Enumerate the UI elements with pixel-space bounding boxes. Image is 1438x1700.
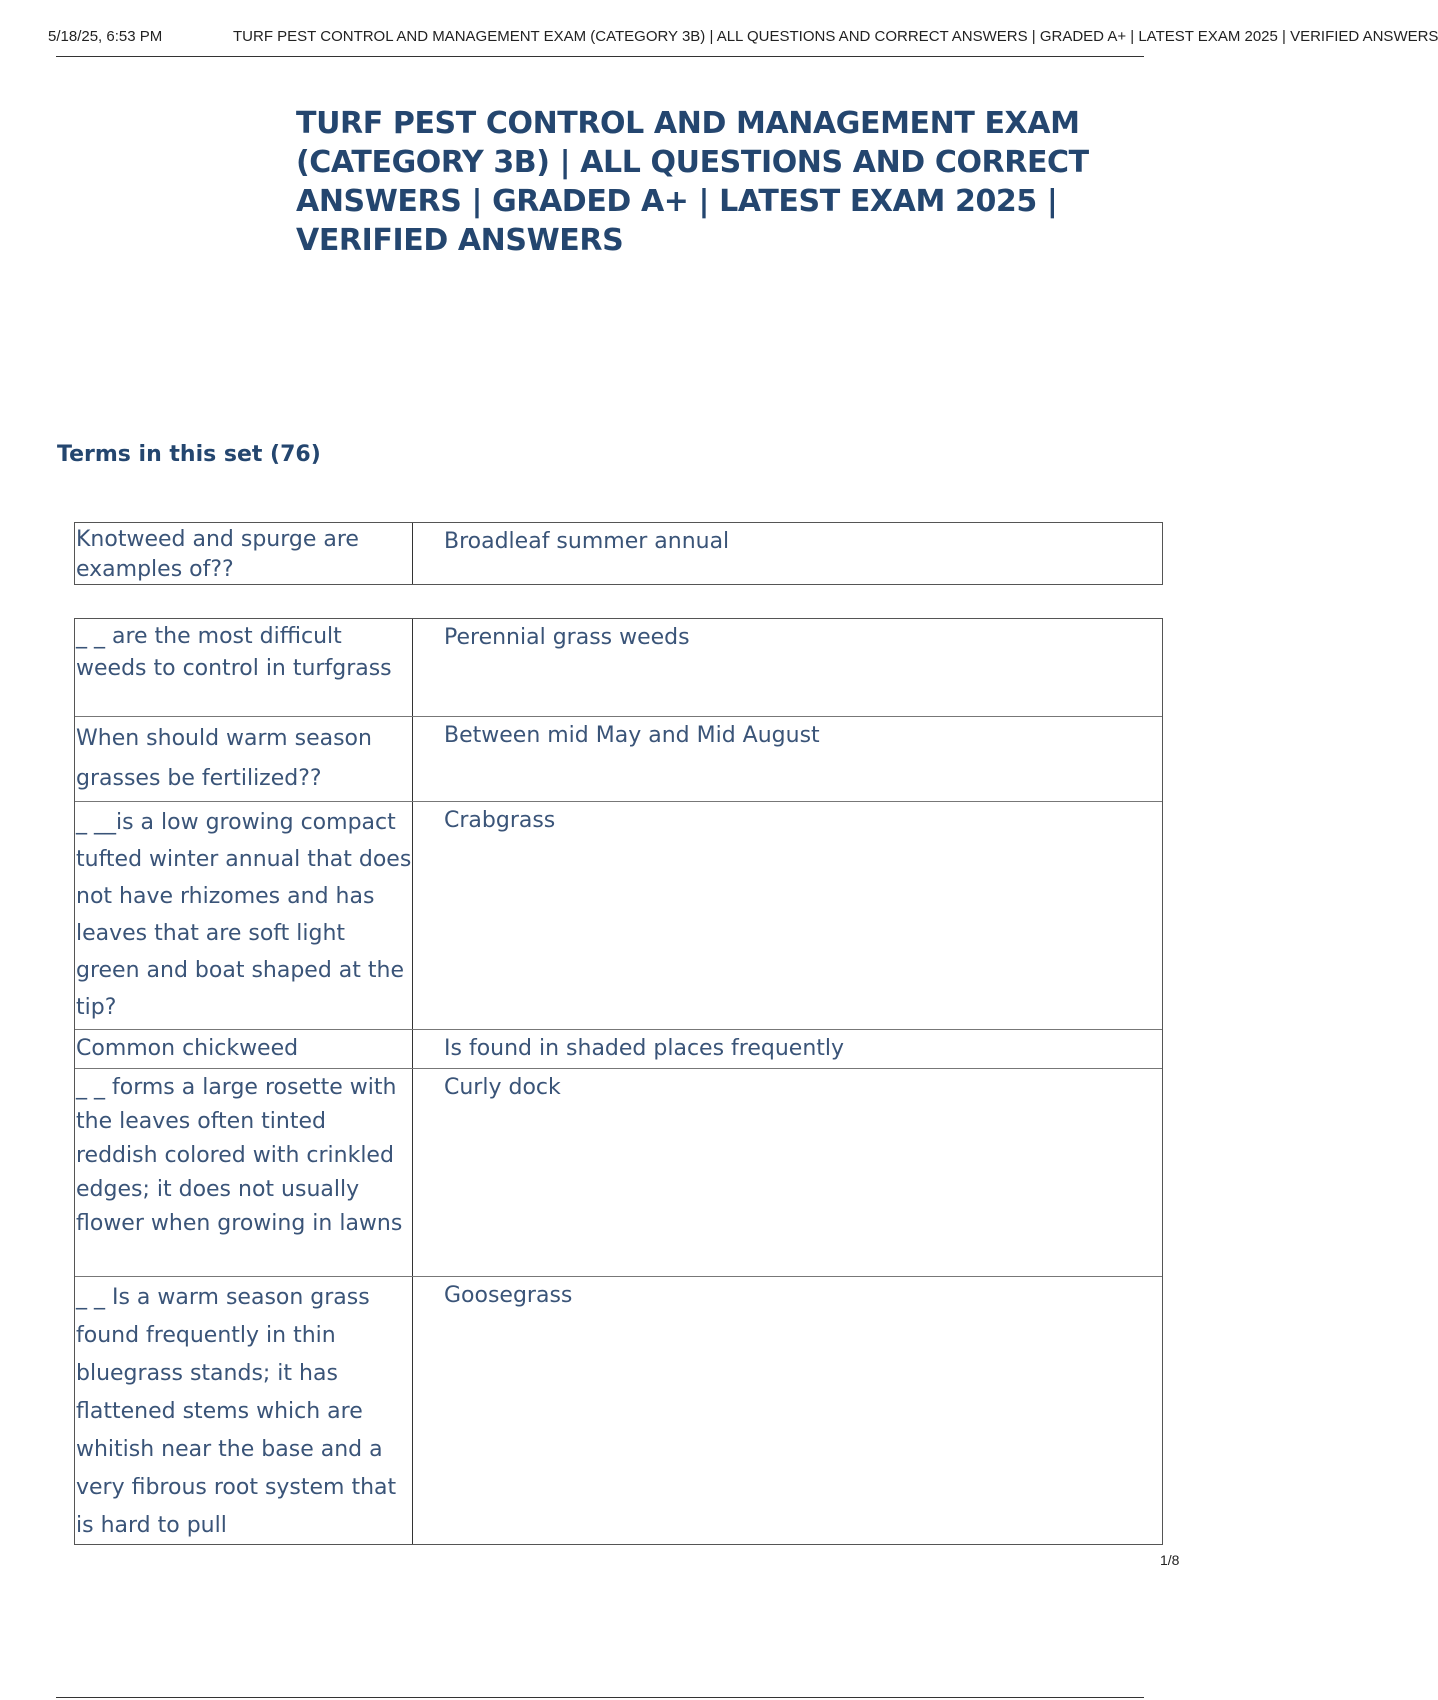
table-row	[75, 716, 1162, 801]
print-header	[48, 28, 1438, 45]
table-row	[75, 619, 1162, 716]
table-row	[75, 1068, 1162, 1276]
page-title: TURF PEST CONTROL AND MANAGEMENT EXAM (CATEGORY 3B) | ALL QUESTIONS AND CORRECT ANSWERS | GRADED A+ | LATEST EXAM 2025 | VERIFIED ANSWERS	[296, 106, 1089, 258]
definition-text: Curly dock	[444, 1075, 561, 1100]
terms-count-heading: Terms in this set (76)	[57, 442, 321, 467]
term-text: Common chickweed	[75, 1030, 413, 1068]
term-text: _ _ forms a large rosette with the leaves often tinted reddish colored with crinkled edges; it does not usually flower when growing in lawns	[75, 1069, 413, 1276]
header-divider	[56, 56, 1144, 57]
table-row	[75, 1276, 1162, 1544]
table-row	[75, 801, 1162, 1029]
term-text: _ __is a low growing compact tufted winter annual that does not have rhizomes and has leaves that are soft light green and boat shaped at the tip?	[75, 802, 413, 1029]
table-row	[75, 1029, 1162, 1068]
definition-text: Between mid May and Mid August	[444, 723, 820, 748]
print-doc-title: TURF PEST CONTROL AND MANAGEMENT EXAM (CATEGORY 3B) | ALL QUESTIONS AND CORRECT ANSWERS | GRADED A+ | LATEST EXAM 2025 | VERIFIED ANSWERS	[233, 28, 1438, 45]
table-row	[75, 523, 1162, 584]
print-date: 5/18/25, 6:53 PM	[48, 28, 163, 45]
definition-text: Broadleaf summer annual	[444, 529, 730, 554]
definition-text: Goosegrass	[444, 1283, 573, 1308]
page-number: 1/8	[1160, 1552, 1180, 1568]
term-text: _ _ Is a warm season grass found frequently in thin bluegrass stands; it has flattened stems which are whitish near the base and a very fibrous root system that is hard to pull	[75, 1277, 413, 1544]
definition-text: Crabgrass	[444, 808, 556, 833]
term-card-group	[74, 618, 1163, 1545]
term-text: Knotweed and spurge are examples of??	[75, 523, 413, 584]
term-card	[74, 522, 1163, 585]
term-text: When should warm season grasses be fertilized??	[75, 717, 413, 801]
definition-text: Is found in shaded places frequently	[444, 1036, 845, 1061]
term-text: _ _ are the most difficult weeds to control in turfgrass	[75, 619, 413, 716]
footer-divider	[56, 1697, 1144, 1698]
definition-text: Perennial grass weeds	[444, 625, 690, 650]
